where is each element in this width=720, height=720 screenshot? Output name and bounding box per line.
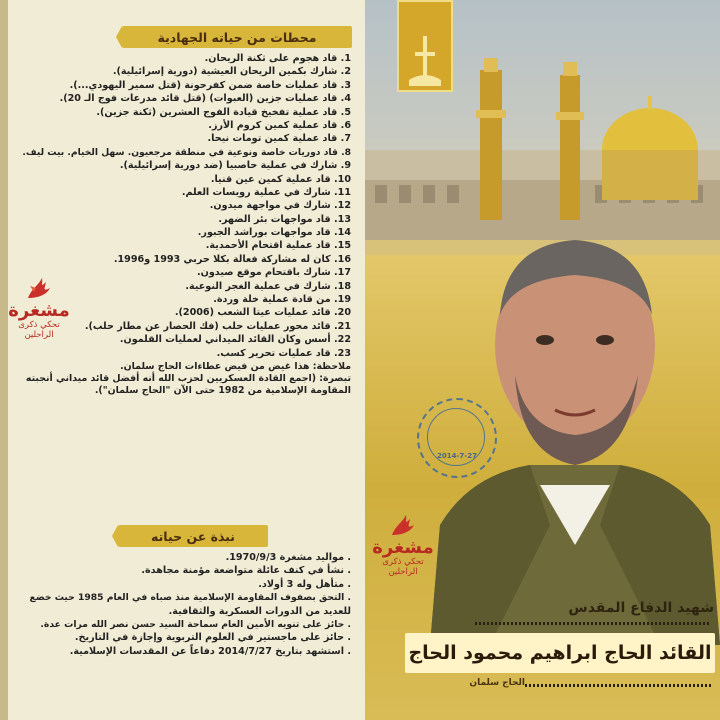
dotted-divider <box>525 684 711 687</box>
biography-list <box>6 552 351 659</box>
list-item: 22. أسس وكان القائد الميداني لعمليات القلمون. <box>119 334 351 346</box>
list-item: للعديد من الدورات العسكرية والثقافية. <box>168 605 351 617</box>
list-item: . حائز على ماجستير في العلوم التربوية وإجازة في التاريخ. <box>74 632 351 644</box>
quote-text: المقاومة الإسلامية من 1982 حتى الآن "الحاج سلمان"). <box>94 384 351 396</box>
stamp-date: 2014-7-27 <box>437 452 477 460</box>
note-text: ملاحظة: هذا غيض من فيض عطاءات الحاج سلمان. <box>120 360 351 372</box>
dove-icon <box>22 268 56 302</box>
list-item: 8. قاد دوريات خاصة ونوعية في منطقة مرجعيون. سهل الخيام. بيت ليف. <box>22 146 351 158</box>
logo-title: مشغرة <box>8 300 70 321</box>
list-item: 3. قاد عمليات خاصة ضمن كفرحونة (قتل سمير اليهودي...). <box>69 79 351 91</box>
caption-area <box>484 600 714 616</box>
list-item: . مواليد مشغرة 1970/9/3. <box>225 552 351 563</box>
list-item: 12. شارك في مواجهة ميدون. <box>209 200 351 212</box>
list-item: 11. شارك في عملية رويسات العلم. <box>181 186 351 198</box>
list-item: 5. قاد عملية تفخيخ قيادة الفوج العشرين (ثكنة جزين). <box>96 106 351 118</box>
list-item: 6. قاد عملية كمين كروم الأرز. <box>208 119 351 131</box>
logo-tagline: الراحلين <box>388 567 418 577</box>
list-item: 18. شارك في عملية الغجر النوعية. <box>185 280 351 292</box>
list-item: . متأهل وله 3 أولاد. <box>258 578 351 590</box>
mashghara-logo <box>8 268 70 340</box>
commemoration-stamp <box>417 398 497 478</box>
list-item: 10. قاد عملية كمين عين قنيا. <box>210 173 351 185</box>
list-item: . نشأ في كنف عائلة متواضعة مؤمنة مجاهدة. <box>141 565 351 577</box>
list-item: 7. قاد عملية كمين تومات نيحا. <box>207 133 351 145</box>
list-item: 15. قاد عملية اقتحام الأحمدية. <box>205 240 351 252</box>
martyr-nickname: الحاج سلمان <box>469 678 525 688</box>
list-item: 14. قاد مواجهات بوراشد الجبور. <box>197 227 351 239</box>
emblem-icon <box>397 0 453 92</box>
list-item: 17. شارك باقتحام موقع صيدون. <box>197 267 351 279</box>
logo-title: مشغرة <box>372 537 434 558</box>
list-item: . حائز على تنويه الأمين العام سماحة السيد حسن نصر الله مرات عدة. <box>40 618 351 630</box>
list-item: 19. من قادة عملية خلة وردة. <box>213 294 351 306</box>
logo-tagline: الراحلين <box>24 330 54 340</box>
list-item: 1. قاد هجوم على ثكنة الريحان. <box>204 53 351 64</box>
section-title-jihad-milestones: محطات من حياته الجهادية <box>122 26 352 48</box>
list-item: 23. قاد عمليات تحرير كسب. <box>216 347 351 359</box>
martyr-name: القائد الحاج ابراهيم محمود الحاج <box>405 633 715 673</box>
dove-icon <box>386 505 420 539</box>
logo-tagline: تحكي ذكرى <box>18 320 60 330</box>
list-item: 16. كان له مشاركة فعالة بكلا حربي 1993 و1996. <box>113 253 351 265</box>
mashghara-logo-secondary <box>373 505 433 577</box>
list-item: 21. قائد محور عمليات حلب (فك الحصار عن مطار حلب). <box>84 320 351 332</box>
logo-tagline: تحكي ذكرى <box>382 557 424 567</box>
dotted-divider <box>475 622 711 625</box>
milestones-list <box>11 53 351 397</box>
portrait-panel <box>365 0 720 720</box>
martyr-caption: شهيد الدفاع المقدس <box>568 600 714 616</box>
list-item: 2. شارك بكمين الريحان العيشية (دورية إسرائيلية). <box>112 66 351 78</box>
list-item: 20. قائد عمليات عيتا الشعب (2006). <box>174 307 351 319</box>
list-item: 13. قاد مواجهات بئر الضهر. <box>218 213 351 225</box>
list-item: . استشهد بتاريخ 2014/7/27 دفاعاً عن المقدسات الإسلامية. <box>69 645 351 657</box>
list-item: 9. شارك في عملية حاصبيا (ضد دورية إسرائيلية). <box>119 160 351 172</box>
section-title-biography: نبذة عن حياته <box>118 525 268 547</box>
quote-text: تبصرة: (اجمع القادة العسكريين لحزب الله أنه أفضل قائد ميداني أنجبته <box>25 372 351 384</box>
list-item: 4. قاد عمليات جزين (العبوات) (قتل قائد مدرعات فوج الـ 20). <box>59 93 351 105</box>
list-item: . التحق بصفوف المقاومة الإسلامية منذ صباه في العام 1985 حيث خضع <box>29 592 351 604</box>
